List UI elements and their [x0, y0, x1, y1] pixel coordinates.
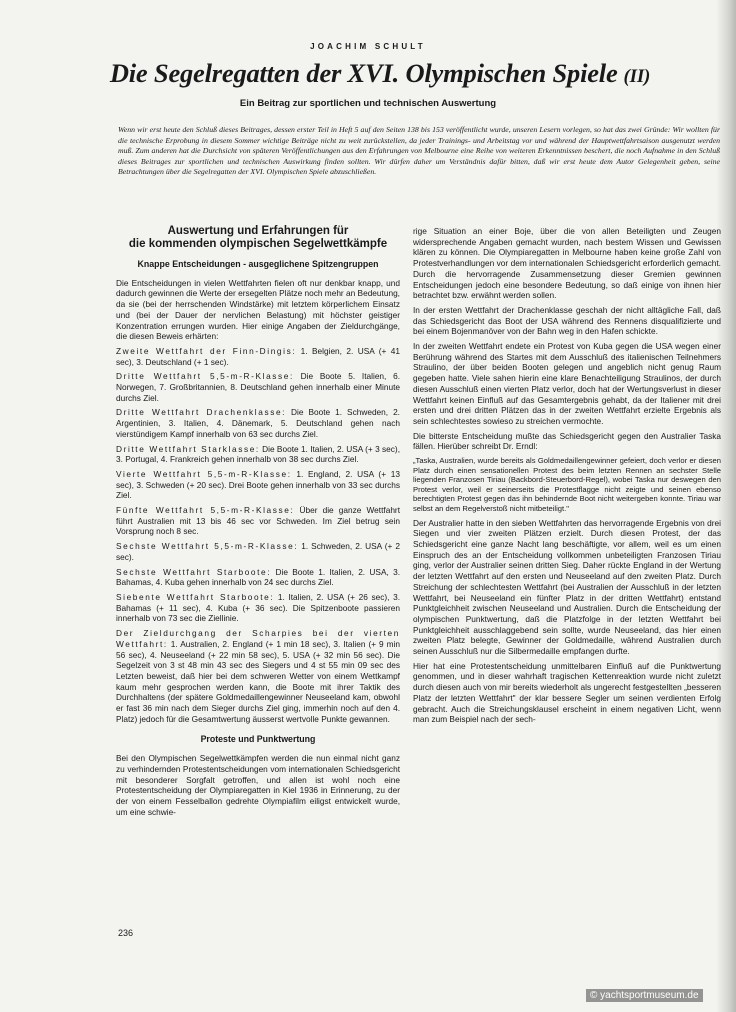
subheading-proteste: Proteste und Punktwertung — [200, 734, 316, 745]
result-text: 1. Belgien, 2. USA (+ 41 sec), 3. Deutschland (+ 1 sec). — [116, 345, 400, 367]
paragraph: rige Situation an einer Boje, über die von allen Beteiligten und Zeugen widersprechende Angaben gemacht wurden, nach bestem Wissen und Gewissen klären zu können. Die Olympiaregatten in Melbourne haben keine große Zahl von Protestverhandlungen vor dem internationalen Schiedsgericht erforderlich gemacht. Durch die hervorragende Zusammensetzung dieser Gremien gewinnen Entscheidungen jedoch eine besondere Bedeutung, so daß einige von ihnen hier betrachtet bzw. erwähnt werden sollen. — [413, 226, 721, 301]
left-column — [116, 225, 400, 821]
result-label: Der Zieldurchgang der Scharpies bei der vierten Wettfahrt: — [116, 628, 400, 649]
paragraph: In der ersten Wettfahrt der Drachenklasse geschah der nicht alltägliche Fall, daß das Schiedsgericht das Boot der USA während des Rennens disqualifizierte und bei einem Bojenmanöver von der Bahn weg in den Hafen schickte. — [413, 304, 721, 337]
result-text: Die Boote 1. Italien, 2. USA, 3. Bahamas, 4. Kuba gehen innerhalb von 24 sec durchs Ziel. — [116, 566, 400, 588]
article-title-text: Die Segelregatten der XVI. Olympischen Spiele — [109, 58, 618, 88]
result-item — [116, 541, 400, 562]
article-title-part: (II) — [623, 66, 651, 87]
result-item — [116, 567, 400, 588]
result-label: Zweite Wettfahrt der Finn-Dingis: — [116, 345, 297, 356]
result-label: Dritte Wettfahrt 5,5-m-R-Klasse: — [116, 371, 294, 382]
result-item — [116, 505, 400, 537]
paragraph-intro-results: Die Entscheidungen in vielen Wettfahrten fielen oft nur denkbar knapp, und dadurch gewinnen die Werte der ersegelten Plätze noch mehr an Bedeutung, da sie (bei der herrschenden Windstärke) mit letztem körperlichem Einsatz und (bei der Dauer der nervlichen Belastung) mit höchster geistiger Konzentration errungen wurden. Hier einige Angaben der Zieldurchgänge, die diesen Beweis erhärten: — [116, 277, 400, 342]
result-text: 1. England, 2. USA (+ 13 sec), 3. Schweden (+ 20 sec). Drei Boote gehen innerhalb von 33 sec durchs Ziel. — [116, 468, 400, 501]
result-item — [116, 444, 400, 465]
result-label: Siebente Wettfahrt Starboote: — [116, 591, 275, 602]
right-column — [413, 226, 721, 729]
editorial-intro: Wenn wir erst heute den Schluß dieses Beitrages, dessen erster Teil in Heft 5 auf den Seiten 138 bis 153 veröffentlicht wurde, unseren Lesern vorlegen, so hat das zwei Gründe: Wir wollten für die technische Erprobung in diesem Sommer wichtige Beiträge nicht zu weit zurückstellen, da jeder Trainings- und Arbeitstag vor und während der Hauptwettfahrtsaison ausgenutzt werden muß. Zum anderen hat die Durchsicht von späteren Veröffentlichungen aus den Erfahrungen von Melbourne eine Reihe von weiteren Erkenntnissen beschert, die noch Aufnahme in den Schluß dieses Beitrages zur sportlichen und technischen Auswirkung finden sollten. Wir dürfen daher um Verständnis dafür bitten, daß wir erst heute dem Autor Gelegenheit geben, seine Betrachtungen über die Segelregatten der XVI. Olympischen Spiele abzuschließen. — [118, 125, 720, 177]
result-item — [116, 371, 400, 403]
result-text: Über die ganze Wettfahrt führt Australien mit 13 bis 46 sec vor Schweden. Im Ziel betrug sein Vorsprung noch 8 sec. — [116, 505, 400, 537]
paragraph-proteste: Bei den Olympischen Segelwettkämpfen werden die nun einmal nicht ganz zu verhindernden Protestentscheidungen vom internationalen Schiedsgericht mit besonderer Sorgfalt getroffen, und allen ist wohl noch eine Protestentscheidung der Olympiaregatten in Kiel 1936 in Erinnerung, zu der der von einem Fesselballon gedrehte Olympiafilm eiligst entwickelt wurde, um eine schwie- — [116, 753, 400, 817]
page-number: 236 — [118, 928, 134, 938]
article-title — [60, 58, 700, 89]
result-item — [116, 469, 400, 501]
result-item — [116, 346, 400, 367]
section-heading — [116, 225, 400, 251]
result-item — [116, 592, 400, 624]
result-label: Sechste Wettfahrt 5,5-m-R-Klasse: — [116, 541, 299, 552]
paragraph: In der zweiten Wettfahrt endete ein Protest von Kuba gegen die USA wegen einer Berührung während des Startes mit dem Ausschluß des italienischen Teilnehmers Straulino, der über beiden Booten gelegen und angeblich nicht genug Raum gegeben hatte. Viele sahen hierin eine klare Benachteiligung Straulinos, der durch diesen Ausschluß einen vierten Platz verlor, doch hat der Wertungsverlust in dieser Wettfahrt keinen Einfluß auf das Gesamtergebnis gehabt, da der Italiener mit drei ersten und drei dritten Plätzen das in der zweiten Wettfahrt erzielte Ergebnis als sein schlechtestes sowieso zu streichen vermochte. — [413, 341, 721, 426]
result-text: Die Boote 5. Italien, 6. Norwegen, 7. Großbritannien, 8. Deutschland gehen innerhalb einer Minute durchs Ziel. — [116, 371, 400, 403]
watermark: © yachtsportmuseum.de — [586, 989, 703, 1002]
section-heading-line-2: die kommenden olympischen Segelwettkämpfe — [128, 238, 388, 250]
subheading-knappe-entscheidungen: Knappe Entscheidungen - ausgeglichene Spitzengruppen — [137, 259, 379, 269]
result-label: Sechste Wettfahrt Starboote: — [116, 566, 272, 577]
paragraph: Die bitterste Entscheidung mußte das Schiedsgericht gegen den Australier Taska fällen. Hierüber schreibt Dr. Erndl: — [413, 430, 721, 452]
result-item — [116, 407, 400, 439]
result-text: Die Boote 1. Italien, 2. USA (+ 3 sec), 3. Portugal, 4. Frankreich gehen innerhalb von 38 sec durchs Ziel. — [116, 443, 400, 465]
result-text: Die Boote 1. Schweden, 2. Argentinien, 3. Italien, 4. Dänemark, 5. Deutschland gehen nach vierstündigem Kampf innerhalb von 63 sec durchs Ziel. — [116, 407, 400, 439]
author-name: JOACHIM SCHULT — [310, 42, 426, 51]
result-item — [116, 628, 400, 724]
result-label: Vierte Wettfahrt 5,5-m-R-Klasse: — [116, 468, 292, 479]
paragraph: Der Australier hatte in den sieben Wettfahrten das hervorragende Ergebnis von drei Siegen und vier zweiten Plätzen erzielt. Durch diesen Protest, der das Schiedsgericht eine ganze Nacht lang beschäftigte, vor allem, weil es um einen Einspruch des an der Entscheidung vollkommen unbeteiligten Franzosen Tiriau ging, verlor der Australier seinen dritten Sieg. Daher rückte England in der Wertung der letzten Wettfahrt auf den ersten und Neuseeland auf den zweiten Platz. Durch Streichung der schlechtesten Wettfahrt (bei Australien der Ausschluß in der letzten Wettfahrt, bei Neuseeland ein fünfter Platz in der dritten Wettfahrt) entstand Punktgleichheit zwischen Neuseeland und Australien. Durch die Entscheidung der olympischen Punktwertung, daß die Platzfolge in der letzten Wettfahrt bei Punktgleichheit ausschlaggebend sein sollte, wurde Neuseeland, das hier einen zweiten Platz belegte, Gewinner der Goldmedaille, während Australien durch seinen Ausschluß nur die Silbermedaille empfangen durfte. — [413, 517, 721, 657]
result-text: 1. Italien, 2. USA (+ 26 sec), 3. Bahamas (+ 11 sec), 4. Kuba (+ 36 sec). Die Spitzenboote passieren innerhalb von 73 sec die Ziellinie. — [116, 591, 400, 624]
quotation-erndl: „Taska, Australien, wurde bereits als Goldmedaillengewinner gefeiert, doch verlor er diesen Platz durch einen sensationellen Protest des beim letzten Rennen an sechster Stelle liegenden Franzosen Tiriau (Backbord-Steuerbord-Regel), wobei Taska nur deswegen den Protest verlor, weil er seinerseits die Protestflagge nicht zeigte und seinen ebenso berechtigten Protest gegen das ihn behindernde Boot nicht weitergeben konnte. Tiriau war selbst an dem Regelverstoß nicht mitbeteiligt." — [413, 456, 721, 514]
section-heading-line-1: Auswertung und Erfahrungen für — [167, 225, 349, 237]
result-text: 1. Australien, 2. England (+ 1 min 18 sec), 3. Italien (+ 9 min 56 sec), 4. Neuseeland (+ 22 min 58 sec), 5. USA (+ 32 min 56 sec). Die Segelzeit von 3 st 48 min 43 sec des Siegers und 4 st 55 min 09 sec des Letzten beweist, daß hier bei dem schweren Wetter von einem Wettkampf kaum mehr gesprochen werden kann, die Boote mit ihrer Taktik des Durchhaltens (der spätere Goldmedaillengewinner Neuseeland kam, obwohl er fast 36 min nach dem Sieger durchs Ziel ging, immerhin noch auf den 4. Platz) jedoch für die Gesamtwertung äusserst wertvolle Punkte gewannen. — [116, 638, 400, 724]
result-label: Dritte Wettfahrt Drachenklasse: — [116, 407, 287, 418]
result-label: Fünfte Wettfahrt 5,5-m-R-Klasse: — [116, 505, 295, 516]
result-text: 1. Schweden, 2. USA (+ 2 sec). — [116, 541, 400, 562]
result-label: Dritte Wettfahrt Starklasse: — [116, 443, 260, 454]
paragraph: Hier hat eine Protestentscheidung unmittelbaren Einfluß auf die Punktwertung genommen, und in dieser wahrhaft tragischen Kettenreaktion wurde nicht zuletzt durch diesen auch von mir bereits wiederholt als ungerecht festgestellten „besseren Platz der letzten Wettfahrt" der klar bessere Segler um seinen verdienten Erfolg gebracht. Auch die Streichungsklausel erscheint in einem negativen Licht, wenn man zum Beispiel nach der sech- — [413, 660, 721, 725]
article-subtitle: Ein Beitrag zur sportlichen und technischen Auswertung — [239, 98, 497, 109]
